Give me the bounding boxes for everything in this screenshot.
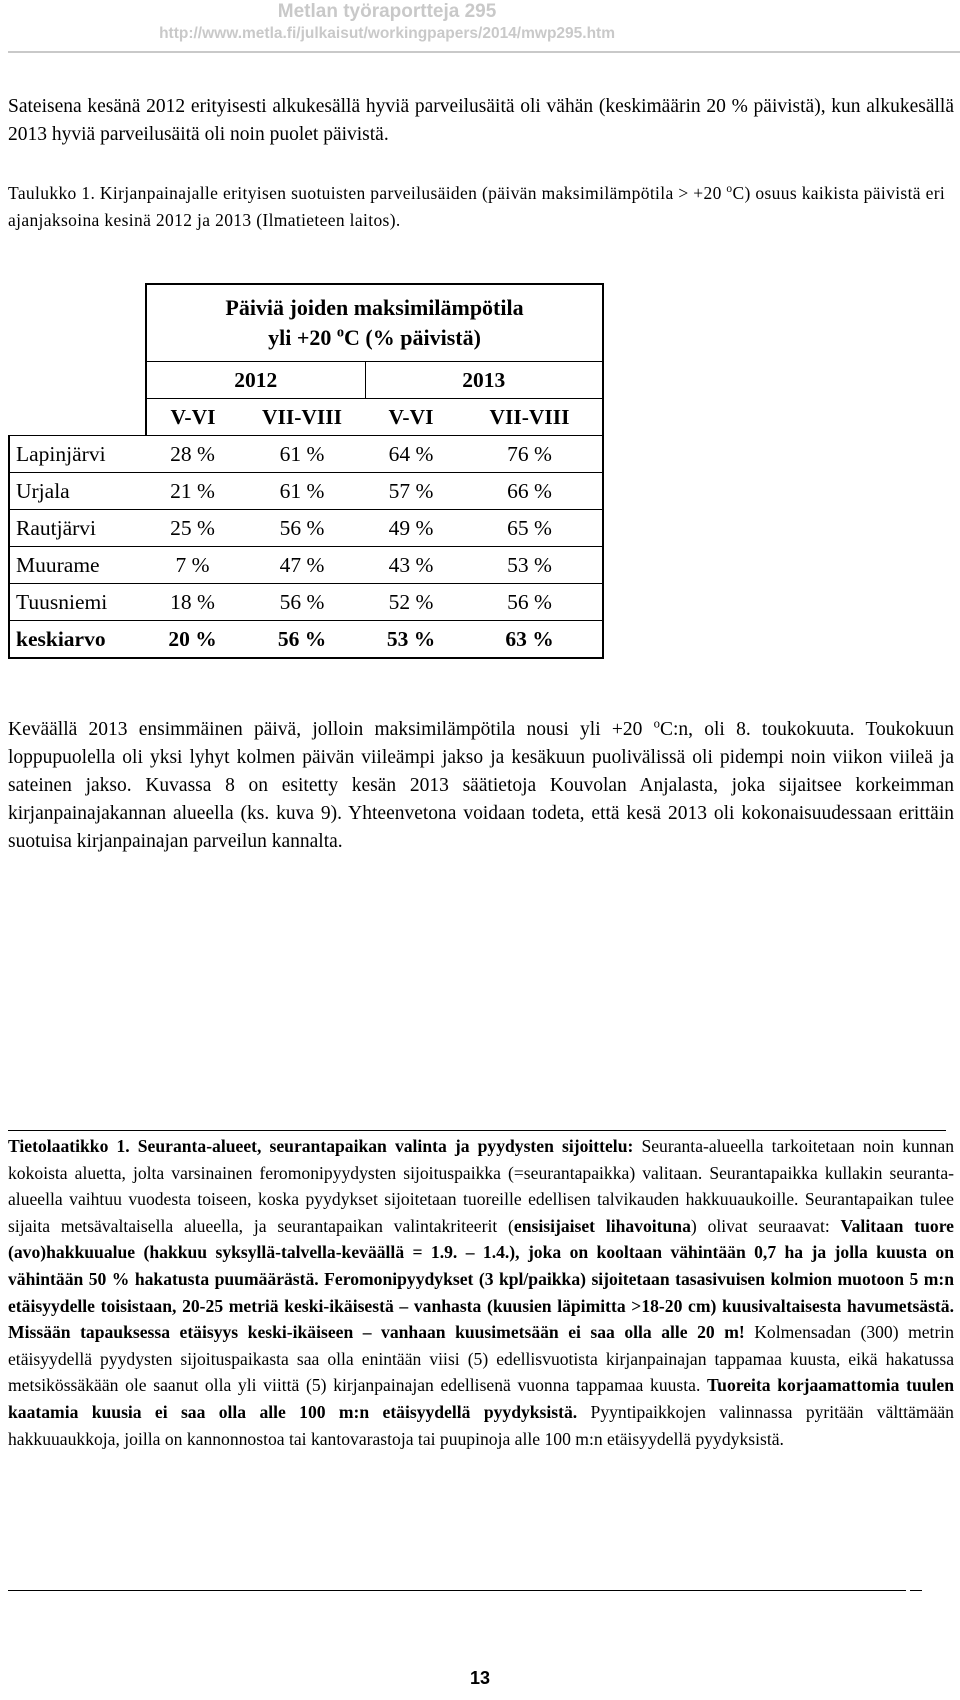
- table-cell: 56 %: [239, 584, 365, 621]
- table-cell: 56 %: [239, 621, 365, 659]
- table-cell: 61 %: [239, 473, 365, 510]
- table-caption: [8, 180, 954, 233]
- body-paragraph: Keväällä 2013 ensimmäinen päivä, jolloin maksimilämpötila nousi yli +20 $^o$C:n, oli 8. toukokuuta. Toukokuun loppupuolella oli yksi lyhyt kolmen päivän viileämpi jakso ja kesäkuun puolivälissä oli pidempi noin viikon viileä ja sateinen jakso. Kuvassa 8 on esitetty kesän 2013 säätietoja Kouvolan Anjalasta, joka sijaitsee korkeimman kirjanpainajakannan alueella (ks. kuva 9). Yhteenvetona voidaan todeta, että kesä 2013 oli kokonaisuudessaan erittäin suotuisa kirjanpainajan parveilun kannalta.: [8, 716, 954, 852]
- table-cell: 18 %: [146, 584, 239, 621]
- table-cell: 52 %: [365, 584, 457, 621]
- infobox-bottom-rule-tail: [910, 1590, 922, 1591]
- table-cell: 64 %: [365, 436, 457, 473]
- table-cell: 57 %: [365, 473, 457, 510]
- table-cell: 49 %: [365, 510, 457, 547]
- table-cell: 28 %: [146, 436, 239, 473]
- period-header: V-VI: [146, 399, 239, 436]
- table-year-row: [9, 362, 603, 399]
- table-cell: 53 %: [365, 621, 457, 659]
- station-name: Tuusniemi: [9, 584, 146, 621]
- table-period-row: [9, 399, 603, 436]
- table-cell: 20 %: [146, 621, 239, 659]
- table-cell: 61 %: [239, 436, 365, 473]
- table-cell: 21 %: [146, 473, 239, 510]
- period-header: VII-VIII: [457, 399, 603, 436]
- table-cell: 65 %: [457, 510, 603, 547]
- table-cell: 53 %: [457, 547, 603, 584]
- station-name: keskiarvo: [9, 621, 146, 659]
- table-title-line1: Päiviä joiden maksimilämpötila: [225, 295, 524, 320]
- table-row: [9, 547, 603, 584]
- period-header: VII-VIII: [261, 404, 343, 429]
- station-name: Muurame: [9, 547, 146, 584]
- report-url[interactable]: http://www.metla.fi/julkaisut/workingpapers/2014/mwp295.htm: [159, 25, 615, 42]
- table-cell: 76 %: [457, 436, 603, 473]
- caption-text-start: Taulukko 1. Kirjanpainajalle erityisen suotuisten parveilusäiden (päivän maksimilämpötila > +20: [8, 183, 727, 203]
- caption-degree-sup: o: [726, 183, 733, 196]
- infobox-heading: Tietolaatikko 1. Seuranta-alueet, seurantapaikan valinta ja pyydysten sijoittelu:: [8, 1136, 634, 1156]
- table-title: [146, 284, 603, 362]
- page-number: 13: [469, 1668, 491, 1688]
- table-cell: 25 %: [146, 510, 239, 547]
- empty-corner-cell: [9, 284, 146, 362]
- station-name: Rautjärvi: [9, 510, 146, 547]
- temperature-table: [8, 283, 604, 659]
- year-header-2013: 2013: [365, 362, 603, 399]
- period-header: V-VI: [388, 404, 434, 429]
- table-cell: 56 %: [457, 584, 603, 621]
- infobox-top-rule: [8, 1130, 946, 1131]
- header-divider: [8, 51, 960, 53]
- year-header-2012: 2012: [146, 362, 365, 399]
- degree-sup: o: [653, 716, 660, 731]
- report-series-title: Metlan työraportteja 295: [277, 1, 497, 22]
- table-row: [9, 436, 603, 473]
- table-row: [9, 510, 603, 547]
- page-header: [159, 0, 615, 44]
- info-box: Tietolaatikko 1. Seuranta-alueet, seurantapaikan valinta ja pyydysten sijoittelu: Seuranta-alueella tarkoitetaan noin kunnan kokoista aluetta, jolta varsinainen feromonipyydysten sijoituspaikka (=seurantapaikka) valitaan. Seurantapaikka kullakin seuranta-alueella vaihtuu vuodesta toiseen, koska pyydykset sijoitetaan tuoreille edellisen talvikauden hakkuuaukoille. Seurantapaikan tulee sijaita metsävaltaisella alueella, ja seurantapaikan valintakriteerit (ensisijaiset lihavoituna) olivat seuraavat: Valitaan tuore (avo)hakkuualue (hakkuu syksyllä-talvella-keväällä = 1.9. – 1.4.), joka on kooltaan vähintään 0,7 ha ja jolla kuusta on vähintään 50 % hakatusta puumäärästä. Feromonipyydykset (3 kpl/paikka) sijoitetaan tasasivuisen kolmion muotoon 5 m:n etäisyydelle toisistaan, 20-25 metriä keski-ikäisestä – vanhasta (kuusien läpimitta >18-20 cm) kuusivaltaisesta havumetsästä. Missään tapauksessa etäisyys keski-ikäiseen – vanhaan kuusimetsään ei saa olla alle 20 m! Kolmensadan (300) metrin etäisyydellä pyydysten sijoituspaikasta saa olla enintään viisi (5) edellisvuotista kirjanpainajan tappamaa kuusta, eikä hakatussa metsikössäkään ole saanut olla yli viittä (5) kirjanpainajan edellisenä vuonna tappamaa kuusta. Tuoreita korjaamattomia tuulen kaatamia kuusia ei saa olla alle 100 m:n etäisyydellä pyydyksistä. Pyyntipaikkojen valinnassa pyritään välttämään hakkuuaukkoja, joilla on kannonnostoa tai kantovarastoja tai puupinoja alle 100 m:n etäisyydellä pyydyksistä.: [8, 1136, 954, 1449]
- table-cell: 7 %: [146, 547, 239, 584]
- table-title-line2: yli +20 $^o$C (% päivistä): [268, 324, 481, 350]
- station-name: Urjala: [9, 473, 146, 510]
- table-row: [9, 473, 603, 510]
- table-row: [9, 584, 603, 621]
- intro-paragraph: Sateisena kesänä 2012 erityisesti alkukesällä hyviä parveilusäitä oli vähän (keskimäärin 20 % päivistä), kun alkukesällä 2013 hyviä parveilusäitä oli noin puolet päivistä.: [8, 96, 954, 145]
- station-name: Lapinjärvi: [9, 436, 146, 473]
- table-title-row: [9, 284, 603, 362]
- table-cell: 66 %: [457, 473, 603, 510]
- table-row-average: [9, 621, 603, 659]
- table-cell: 47 %: [239, 547, 365, 584]
- table-cell: 56 %: [239, 510, 365, 547]
- table-cell: 63 %: [457, 621, 603, 659]
- table-title-degree-sup: o: [336, 324, 345, 341]
- caption-text-end: C) osuus kaikista päivistä eri ajanjaksoina kesinä 2012 ja 2013 (Ilmatieteen laitos).: [8, 183, 946, 230]
- infobox-bottom-rule: [8, 1590, 906, 1591]
- table-cell: 43 %: [365, 547, 457, 584]
